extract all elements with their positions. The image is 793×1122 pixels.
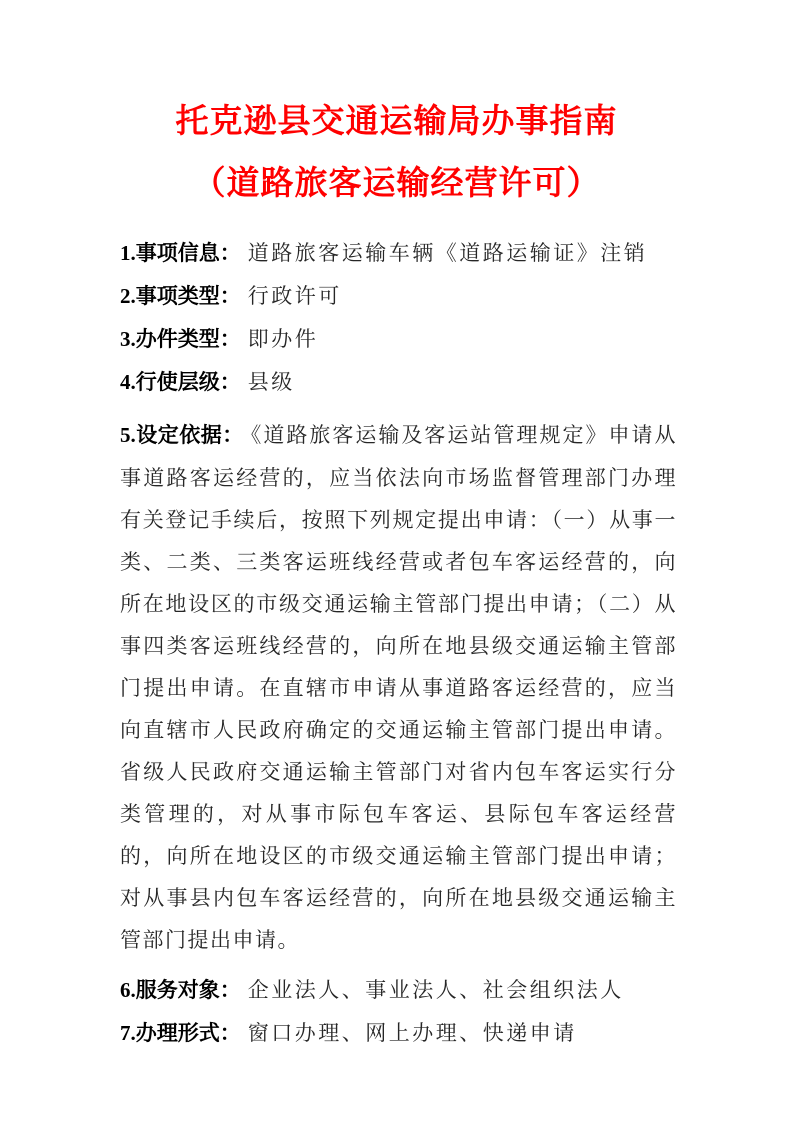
item-value: 《道路旅客运输及客运站管理规定》申请从事道路客运经营的，应当依法向市场监督管理部门办理有关登记手续后，按照下列规定提出申请：（一）从事一类、二类、三类客运班线经营或者包车客运经营的，向所在地设区的市级交通运输主管部门提出申请；（二）从事四类客运班线经营的，向所在地县级交通运输主管部门提出申请。在直辖市申请从事道路客运经营的，应当向直辖市人民政府确定的交通运输主管部门提出申请。省级人民政府交通运输主管部门对省内包车客运实行分类管理的，对从事市际包车客运、县际包车客运经营的，向所在地设区的市级交通运输主管部门提出申请；对从事县内包车客运经营的，向所在地县级交通运输主管部门提出申请。	[120, 423, 677, 952]
item-value: 道路旅客运输车辆《道路运输证》注销	[247, 241, 648, 265]
item-number: 4.	[120, 370, 136, 394]
page-title: 托克逊县交通运输局办事指南	[175, 104, 618, 140]
item-value: 即办件	[247, 327, 319, 351]
item-number: 6.	[120, 978, 136, 1002]
item-value: 窗口办理、网上办理、快递申请	[247, 1021, 577, 1045]
item-number: 1.	[120, 241, 136, 265]
item-value: 县级	[247, 370, 295, 394]
document-body	[120, 232, 677, 1055]
item-label: 办件类型：	[135, 328, 241, 351]
item-label: 服务对象：	[135, 979, 241, 1002]
item-row-3	[120, 318, 677, 361]
item-label: 办理形式：	[135, 1022, 241, 1045]
page-subtitle: （道路旅客运输经营许可）	[192, 166, 601, 202]
item-number: 7.	[120, 1021, 136, 1045]
item-label: 行使层级：	[135, 371, 241, 394]
item-number: 5.	[120, 423, 136, 447]
item-row-5	[120, 414, 677, 961]
item-label: 事项信息：	[135, 242, 241, 265]
item-number: 2.	[120, 284, 136, 308]
item-number: 3.	[120, 327, 136, 351]
item-row-1	[120, 232, 677, 275]
item-value: 企业法人、事业法人、社会组织法人	[247, 978, 624, 1002]
item-label: 设定依据：	[135, 424, 244, 447]
item-label: 事项类型：	[135, 285, 241, 308]
item-value: 行政许可	[247, 284, 342, 308]
item-row-6	[120, 969, 677, 1012]
item-row-2	[120, 275, 677, 318]
item-row-4	[120, 361, 677, 404]
item-row-7	[120, 1012, 677, 1055]
